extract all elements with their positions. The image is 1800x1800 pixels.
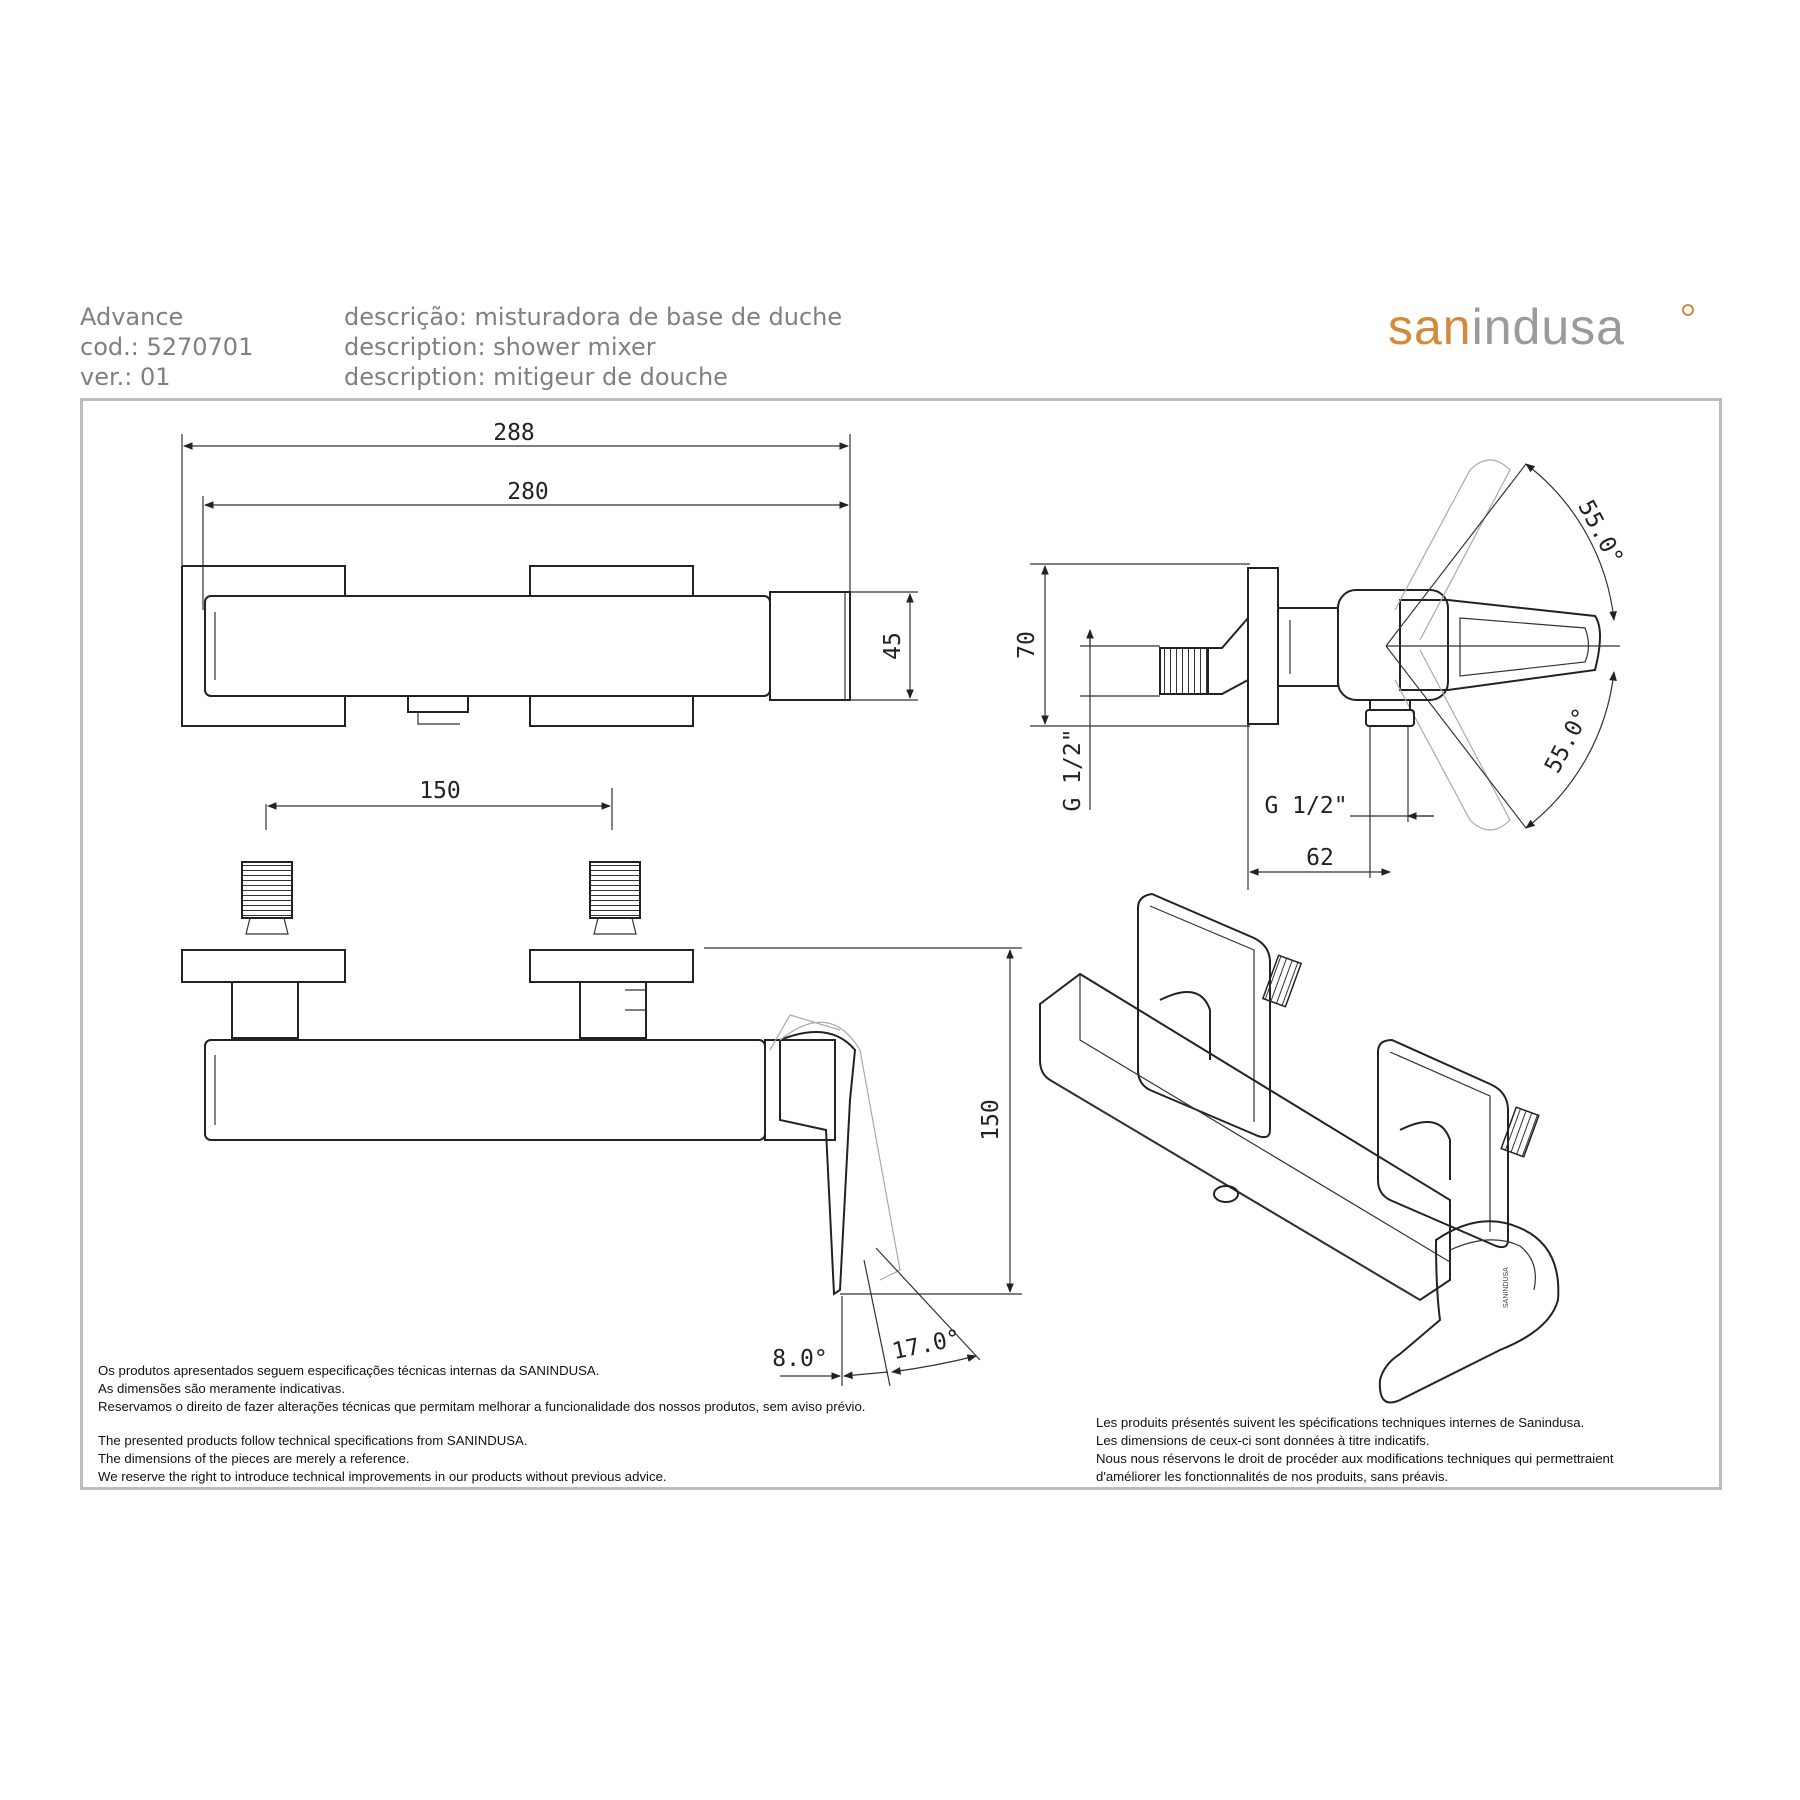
- note-fr-line-1: Les produits présentés suivent les spécifications techniques internes de Sanindusa.: [1096, 1415, 1585, 1430]
- outlet-side: [1370, 700, 1410, 710]
- iso-handle: [1380, 1221, 1559, 1402]
- iso-inlet-thread-rear: [1263, 955, 1301, 1006]
- g12-horizontal-label: G 1/2": [1264, 793, 1348, 819]
- angle-55-top-label: 55.0°: [1572, 496, 1628, 570]
- notes-french: [1096, 1414, 1614, 1486]
- notes-english: [98, 1432, 667, 1486]
- mixer-body-side: [1338, 590, 1448, 700]
- logo-part-indusa: indusa: [1471, 299, 1625, 355]
- inlet-thread-right: [590, 862, 640, 918]
- angle-55-bottom-label: 55.0°: [1540, 704, 1596, 778]
- dim-280-label: 280: [507, 479, 549, 505]
- dim-150-side-label: 150: [978, 1099, 1004, 1141]
- dim-70-label: 70: [1014, 631, 1040, 659]
- wall-plate-front-left: [182, 950, 345, 982]
- top-view: [182, 420, 918, 726]
- iso-handle-engraving: SANINDUSA: [1503, 1267, 1510, 1308]
- side-view: [1014, 460, 1628, 890]
- connector-side: [1278, 608, 1338, 686]
- handle-side: [1400, 600, 1600, 690]
- connector-front-left: [232, 982, 298, 1038]
- wall-plate-right-top: [530, 566, 693, 596]
- g12-vertical-label: G 1/2": [1060, 728, 1086, 812]
- eccentric-side: [1208, 618, 1248, 694]
- mixer-body-top: [205, 596, 770, 696]
- angle-17-label: 17.0°: [889, 1325, 964, 1366]
- note-pt-line-1: Os produtos apresentados seguem especificações técnicas internas da SANINDUSA.: [98, 1363, 600, 1378]
- note-fr-line-3: Nous nous réservons le droit de procéder aux modifications techniques qui permettraient: [1096, 1451, 1614, 1466]
- note-fr-line-2: Les dimensions de ceux-ci sont données à titre indicatifs.: [1096, 1433, 1430, 1448]
- lever-front: [780, 1032, 855, 1294]
- inlet-thread-side: [1160, 648, 1208, 694]
- front-view: [182, 778, 1022, 1386]
- dim-288-label: 288: [493, 420, 535, 446]
- note-en-line-1: The presented products follow technical specifications from SANINDUSA.: [98, 1433, 528, 1448]
- description-pt: descrição: misturadora de base de duche: [344, 303, 843, 331]
- dim-45-label: 45: [880, 632, 906, 660]
- wall-plate-side: [1248, 568, 1278, 724]
- dim-62-label: 62: [1306, 845, 1334, 871]
- inlet-thread-left: [242, 862, 292, 918]
- wall-plate-left-top: [182, 566, 345, 596]
- note-pt-line-3: Reservamos o direito de fazer alterações técnicas que permitam melhorar a funcionalidade dos nossos produtos, sem aviso prévio.: [98, 1399, 866, 1414]
- iso-mixer-body: [1040, 974, 1450, 1300]
- note-fr-line-4: d'améliorer les fonctionnalités de nos produits, sans préavis.: [1096, 1469, 1449, 1484]
- wall-plate-front-right: [530, 950, 693, 982]
- outlet-top: [408, 696, 468, 712]
- iso-wall-plate-front: [1378, 1040, 1508, 1247]
- description-en: description: shower mixer: [344, 333, 656, 361]
- wall-plate-left: [182, 566, 345, 726]
- note-en-line-2: The dimensions of the pieces are merely a reference.: [98, 1451, 410, 1466]
- isometric-view: [1040, 894, 1558, 1403]
- note-pt-line-2: As dimensões são meramente indicativas.: [98, 1381, 346, 1396]
- dim-150-top-label: 150: [419, 778, 461, 804]
- handle-ghost-down: [1395, 650, 1510, 830]
- description-fr: description: mitigeur de douche: [344, 363, 728, 391]
- product-code: cod.: 5270701: [80, 333, 254, 361]
- notes-portuguese: [98, 1362, 865, 1416]
- angle-8-label: 8.0°: [772, 1346, 828, 1372]
- iso-wall-plate-rear: [1138, 894, 1270, 1137]
- iso-inlet-thread-front: [1501, 1107, 1539, 1157]
- model-name: Advance: [80, 303, 184, 331]
- cartridge-block-top: [770, 592, 850, 700]
- logo-part-san: san: [1388, 299, 1472, 355]
- handle-ghost-up: [1395, 460, 1510, 640]
- lever-ghost-front: [780, 1022, 900, 1280]
- iso-outlet: [1214, 1186, 1238, 1202]
- iso-connector-front: [1400, 1122, 1450, 1180]
- product-version: ver.: 01: [80, 363, 171, 391]
- mixer-body-front: [205, 1040, 765, 1140]
- note-en-line-3: We reserve the right to introduce technical improvements in our products without previous advice.: [98, 1469, 667, 1484]
- wall-plate-right: [530, 696, 693, 726]
